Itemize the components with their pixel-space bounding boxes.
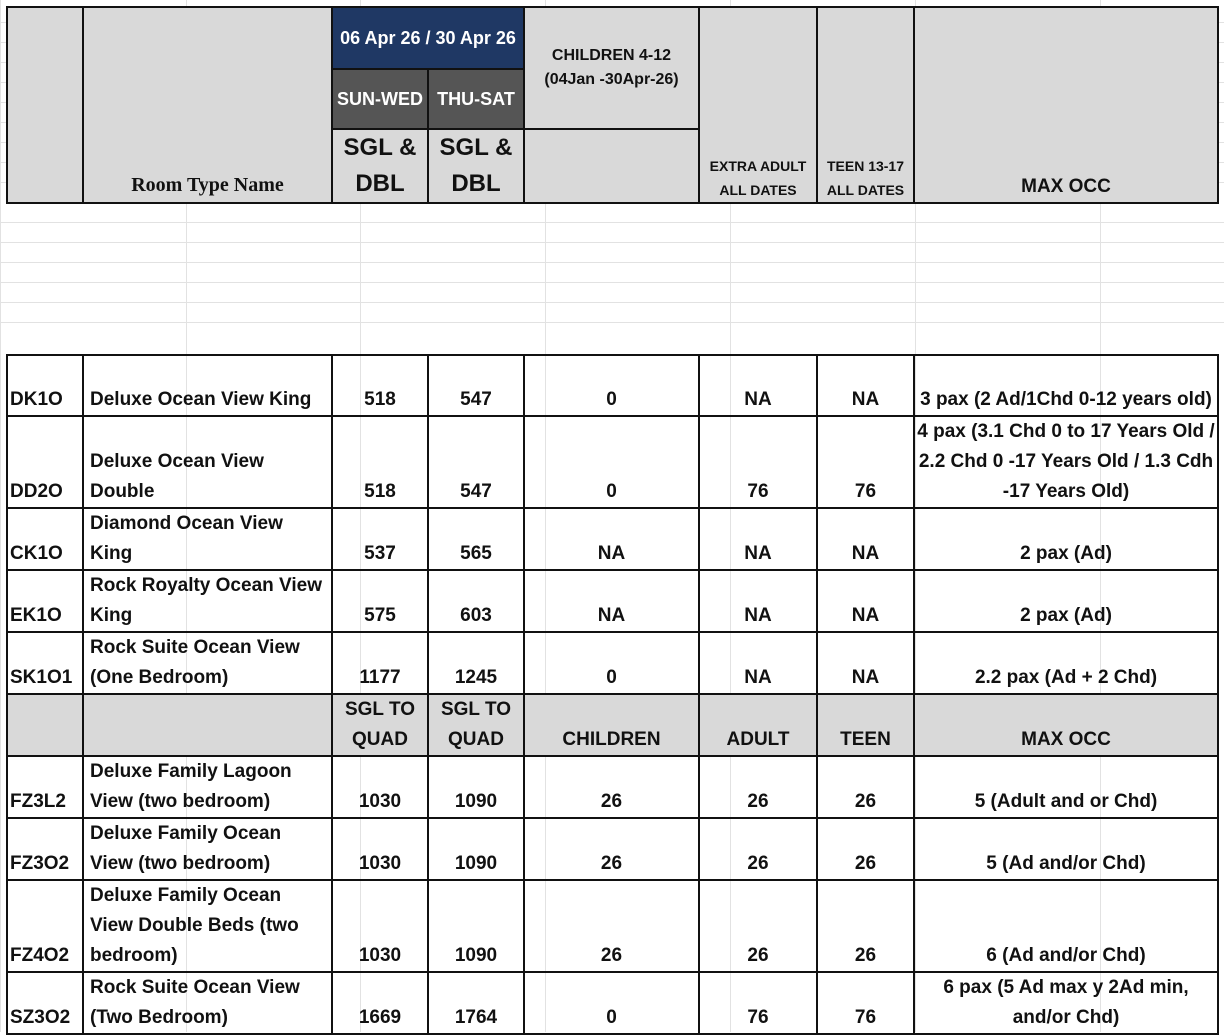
rate-sun-wed: 1669 bbox=[332, 972, 428, 1034]
extra-adult-rate: 76 bbox=[699, 972, 817, 1034]
max-occupancy: 4 pax (3.1 Chd 0 to 17 Years Old / 2.2 Chd 0 -17 Years Old / 1.3 Cdh -17 Years Old) bbox=[914, 416, 1218, 508]
subheader-blank bbox=[83, 694, 332, 756]
room-name: Deluxe Ocean View King bbox=[83, 355, 332, 416]
rate-sun-wed: 518 bbox=[332, 355, 428, 416]
table-row bbox=[7, 632, 1218, 694]
max-occ-header: MAX OCC bbox=[914, 7, 1218, 203]
room-name: Rock Suite Ocean View (One Bedroom) bbox=[83, 632, 332, 694]
date-range-header: 06 Apr 26 / 30 Apr 26 bbox=[332, 7, 524, 69]
teen-rate: NA bbox=[817, 355, 914, 416]
room-name: Deluxe Ocean View Double bbox=[83, 416, 332, 508]
teen-rate: 26 bbox=[817, 818, 914, 880]
subheader-children: CHILDREN bbox=[524, 694, 699, 756]
rate-sun-wed: 1030 bbox=[332, 818, 428, 880]
day-col-thu-sat: THU-SAT bbox=[428, 69, 524, 129]
teen-rate: 76 bbox=[817, 416, 914, 508]
room-type-name-header: Room Type Name bbox=[83, 7, 332, 203]
rate-header-table bbox=[6, 6, 1219, 204]
rate-sun-wed: 1177 bbox=[332, 632, 428, 694]
subheader-rate-1: SGL TO QUAD bbox=[332, 694, 428, 756]
children-dates: (04Jan -30Apr-26) bbox=[544, 71, 679, 88]
max-occupancy: 2.2 pax (Ad + 2 Chd) bbox=[914, 632, 1218, 694]
rate-thu-sat: 565 bbox=[428, 508, 524, 570]
rate-thu-sat: 1245 bbox=[428, 632, 524, 694]
teen-rate: NA bbox=[817, 570, 914, 632]
max-occupancy: 2 pax (Ad) bbox=[914, 570, 1218, 632]
extra-adult-header: EXTRA ADULT ALL DATES bbox=[699, 7, 817, 203]
teen-rate: NA bbox=[817, 508, 914, 570]
room-code: SZ3O2 bbox=[7, 972, 83, 1034]
room-code: CK1O bbox=[7, 508, 83, 570]
rate-sun-wed: 537 bbox=[332, 508, 428, 570]
max-occupancy: 3 pax (2 Ad/1Chd 0-12 years old) bbox=[914, 355, 1218, 416]
room-code: FZ4O2 bbox=[7, 880, 83, 972]
rate-sun-wed: 1030 bbox=[332, 880, 428, 972]
table-row bbox=[7, 508, 1218, 570]
children-rate: 26 bbox=[524, 818, 699, 880]
rate-col-2-header: SGL & DBL bbox=[428, 129, 524, 203]
children-rate: NA bbox=[524, 508, 699, 570]
teen-rate: 76 bbox=[817, 972, 914, 1034]
table-row bbox=[7, 416, 1218, 508]
rate-sun-wed: 575 bbox=[332, 570, 428, 632]
subheader-max-occ: MAX OCC bbox=[914, 694, 1218, 756]
rate-sun-wed: 518 bbox=[332, 416, 428, 508]
extra-adult-rate: NA bbox=[699, 570, 817, 632]
children-rate: 26 bbox=[524, 880, 699, 972]
extra-adult-rate: 26 bbox=[699, 880, 817, 972]
room-code: DD2O bbox=[7, 416, 83, 508]
max-occupancy: 5 (Ad and/or Chd) bbox=[914, 818, 1218, 880]
rate-thu-sat: 547 bbox=[428, 355, 524, 416]
room-code: DK1O bbox=[7, 355, 83, 416]
children-rate: 26 bbox=[524, 756, 699, 818]
room-code: FZ3L2 bbox=[7, 756, 83, 818]
room-code: FZ3O2 bbox=[7, 818, 83, 880]
room-name: Rock Suite Ocean View (Two Bedroom) bbox=[83, 972, 332, 1034]
table-row bbox=[7, 972, 1218, 1034]
max-occupancy: 6 (Ad and/or Chd) bbox=[914, 880, 1218, 972]
table-row bbox=[7, 880, 1218, 972]
rate-data-table bbox=[6, 354, 1219, 1035]
room-name: Diamond Ocean View King bbox=[83, 508, 332, 570]
children-header bbox=[524, 7, 699, 129]
rate-sun-wed: 1030 bbox=[332, 756, 428, 818]
max-occupancy: 5 (Adult and or Chd) bbox=[914, 756, 1218, 818]
rate-thu-sat: 547 bbox=[428, 416, 524, 508]
subheader-adult: ADULT bbox=[699, 694, 817, 756]
max-occupancy: 2 pax (Ad) bbox=[914, 508, 1218, 570]
extra-adult-rate: 76 bbox=[699, 416, 817, 508]
table-row bbox=[7, 756, 1218, 818]
table-row bbox=[7, 355, 1218, 416]
teen-header: TEEN 13-17 ALL DATES bbox=[817, 7, 914, 203]
children-label: CHILDREN 4-12 bbox=[551, 47, 672, 64]
rate-thu-sat: 603 bbox=[428, 570, 524, 632]
table-row bbox=[7, 570, 1218, 632]
teen-rate: NA bbox=[817, 632, 914, 694]
extra-adult-rate: 26 bbox=[699, 818, 817, 880]
children-rate: 0 bbox=[524, 355, 699, 416]
subheader-rate-2: SGL TO QUAD bbox=[428, 694, 524, 756]
rate-thu-sat: 1764 bbox=[428, 972, 524, 1034]
teen-rate: 26 bbox=[817, 756, 914, 818]
children-blank-cell bbox=[524, 129, 699, 203]
rate-col-1-header: SGL & DBL bbox=[332, 129, 428, 203]
children-rate: 0 bbox=[524, 416, 699, 508]
room-name: Deluxe Family Lagoon View (two bedroom) bbox=[83, 756, 332, 818]
subheader-blank bbox=[7, 694, 83, 756]
rate-thu-sat: 1090 bbox=[428, 880, 524, 972]
day-col-sun-wed: SUN-WED bbox=[332, 69, 428, 129]
subheader-teen: TEEN bbox=[817, 694, 914, 756]
room-code: SK1O1 bbox=[7, 632, 83, 694]
room-name: Deluxe Family Ocean View Double Beds (two bedroom) bbox=[83, 880, 332, 972]
teen-rate: 26 bbox=[817, 880, 914, 972]
room-name: Deluxe Family Ocean View (two bedroom) bbox=[83, 818, 332, 880]
room-name: Rock Royalty Ocean View King bbox=[83, 570, 332, 632]
room-code: EK1O bbox=[7, 570, 83, 632]
extra-adult-rate: 26 bbox=[699, 756, 817, 818]
children-rate: 0 bbox=[524, 972, 699, 1034]
extra-adult-rate: NA bbox=[699, 632, 817, 694]
children-rate: 0 bbox=[524, 632, 699, 694]
max-occupancy: 6 pax (5 Ad max y 2Ad min, and/or Chd) bbox=[914, 972, 1218, 1034]
table-row bbox=[7, 818, 1218, 880]
children-rate: NA bbox=[524, 570, 699, 632]
code-header-cell bbox=[7, 7, 83, 203]
extra-adult-rate: NA bbox=[699, 508, 817, 570]
rate-thu-sat: 1090 bbox=[428, 756, 524, 818]
rate-thu-sat: 1090 bbox=[428, 818, 524, 880]
extra-adult-rate: NA bbox=[699, 355, 817, 416]
subheader-row bbox=[7, 694, 1218, 756]
